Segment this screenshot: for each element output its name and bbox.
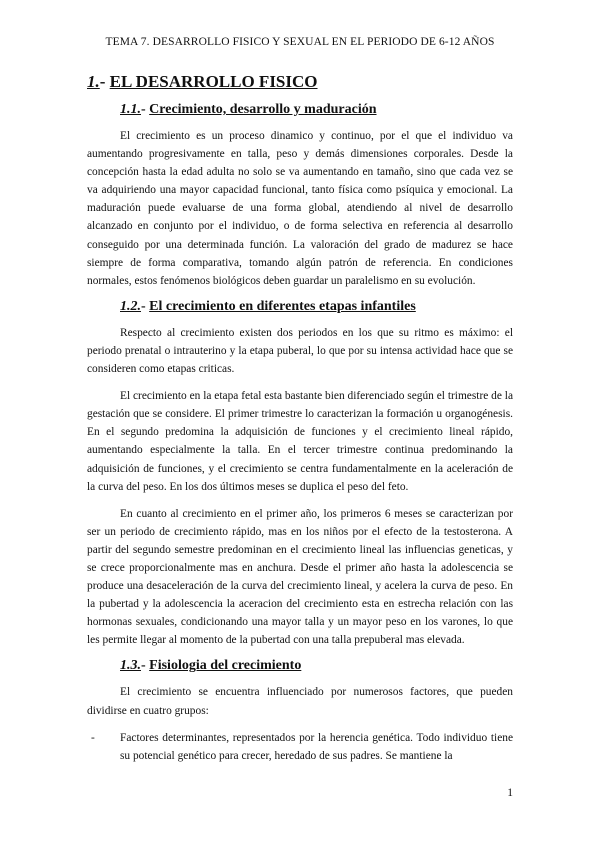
paragraph: El crecimiento es un proceso dinamico y continuo, por el que el individuo va aumentando progresivamente en talla, peso y demás dimensiones corporales. Desde la concepción hasta la edad adulta no solo se va aumentando en tamaño, sino que cada vez se va adquiriendo una mayor capacidad funcional, tanto física como psíquica y emocional. La maduración puede evaluarse de una forma global, atendiendo al nivel de desarrollo alcanzado en conjunto por el individuo, o de forma selectiva en referencia al desarrollo conseguido por una determinada función. La valoración del grado de madurez se hace siempre de forma comparativa, tomando algún patrón de referencia. En condiciones normales, estos fenómenos biológicos deben guardar un paralelismo en su evolución. bbox=[87, 130, 513, 287]
section-1-heading bbox=[87, 72, 513, 92]
paragraph: Respecto al crecimiento existen dos periodos en los que su ritmo es máximo: el periodo prenatal o intrauterino y la etapa puberal, lo que por su intensa actividad hace que se consideren como etapas criticas. bbox=[87, 326, 513, 376]
subsection-number: 1.3. bbox=[120, 658, 141, 674]
section-title: EL DESARROLLO FISICO bbox=[109, 72, 318, 91]
subsection-title: Fisiologia del crecimiento bbox=[149, 658, 302, 674]
subsection-title: Crecimiento, desarrollo y maduración bbox=[149, 102, 377, 117]
paragraph: El crecimiento se encuentra influenciado por numerosos factores, que pueden dividirse en cuatro grupos: bbox=[87, 686, 513, 717]
section-dash: - bbox=[99, 72, 110, 91]
paragraph: En cuanto al crecimiento en el primer año, los primeros 6 meses se caracterizan por ser un periodo de crecimiento rápido, mas en los niños por el efecto de la testosterona. A partir del segundo semestre predominan en el crecimiento lineal las influencias geneticas, y se crece proporcionalmente mas en anchura. Desde el primer año hasta la adolescencia se produce una desaceleración de la curva del crecimiento lineal, y acelera la curva de peso. En la pubertad y la adolescencia la aceracion del crecimiento esta en estrecha relación con las hormonas sexuales, condicionando una mayor talla y un mayor peso en los varones, lo que les permite llegar al momento de la pubertad con una talla prepuberal mas elevada. bbox=[87, 507, 513, 647]
section-number: 1. bbox=[87, 72, 100, 91]
subsection-title: El crecimiento en diferentes etapas infantiles bbox=[149, 298, 416, 314]
list-item-text: Factores determinantes, representados por la herencia genética. Todo individuo tiene su potencial genético para crecer, heredado de sus padres. Se mantiene la bbox=[120, 731, 513, 762]
subsection-1-2-heading bbox=[120, 299, 513, 315]
page-content bbox=[87, 66, 513, 765]
subsection-number: 1.1. bbox=[120, 102, 141, 117]
subsection-dash: - bbox=[141, 658, 150, 674]
subsection-dash: - bbox=[141, 298, 150, 314]
subsection-1-1-heading bbox=[120, 102, 513, 118]
subsection-1-3-heading bbox=[120, 658, 513, 674]
subsection-dash: - bbox=[141, 102, 150, 117]
list-bullet: - bbox=[91, 731, 95, 744]
page-header: TEMA 7. DESARROLLO FISICO Y SEXUAL EN EL PERIODO DE 6-12 AÑOS bbox=[105, 36, 495, 48]
page-number: 1 bbox=[507, 787, 513, 799]
paragraph: El crecimiento en la etapa fetal esta bastante bien diferenciado según el trimestre de la gestación que se considere. El primer trimestre lo caracterizan la formación u organogénesis. En el segundo predomina la adquisición de funciones y el crecimiento lineal rápido, aumentando especialmente la talla. En el tercer trimestre continua predominando la adquisición de funciones, y el crecimiento se centra fundamentalmente en la aceleración de la curva del peso. En los dos últimos meses se duplica el peso del feto. bbox=[87, 390, 513, 493]
list-item bbox=[87, 729, 513, 765]
subsection-number: 1.2. bbox=[120, 298, 141, 314]
factor-list bbox=[87, 729, 513, 765]
